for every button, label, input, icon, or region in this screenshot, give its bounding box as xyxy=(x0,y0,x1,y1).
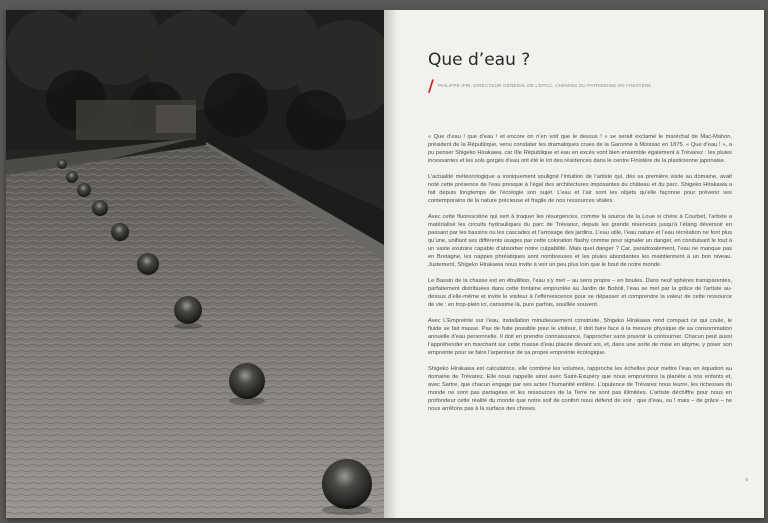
accent-slash: / xyxy=(428,76,434,95)
page-title: Que d’eau ? xyxy=(428,50,531,70)
article-body xyxy=(428,133,732,421)
fountain-photograph xyxy=(6,10,384,518)
paragraph: Avec cette fluorescéine qui sert à traquer les résurgences, comme la source de la Loue si chère à Courbet, l’artiste a matérialisé les circuits hydrauliques du parc de Trévarez, depuis les grands réservoirs jusqu’à l’étang déversoir en passant par les bassins ou les cascades et l’arrosage des jardins. L’eau utile, l’eau nature et l’eau récréation ne font plus qu’une, unifiant ses différents usages par cette coloration flashy comme pour signaler un danger, en conduisant le tout à un vaste exutoire capable d’absorber notre culpabilité. Mais quel danger ? Car, paradoxalement, l’eau ne manque pas en Bretagne, les nappes phréatiques sont nombreuses et les pluies abondantes les maintiennent à un bon niveau. Justement, Shigeko Hirakawa nous invite à voir un peu plus loin que le bout de notre monde. xyxy=(428,214,732,268)
paragraph: Le Bassin de la chasse est en ébullition, l’eau s’y met – au sens propre – en boules. Dans neuf sphères transparentes, parfaitement distribuées dans cette fontaine empruntée au Jardin de Boboli, l’eau se met par la grâce de l’artiste au-dessus d’elle-même et invite le visiteur à l’effervescence pour se dépasser et comprendre la valeur de cette ressource de vie : en trop-plein ici, carissime là, pure parfois, souillée souvent. xyxy=(428,278,732,308)
page-gutter xyxy=(384,10,398,518)
paragraph: « Que d’eau ! que d’eau ! et encore on n’en voit que le dessus ! » se serait exclamé le maréchal de Mac-Mahon, président de la République, venu constater les dramatiques crues de la Garonne à Moissac en 1875. « Que d’eau ! », a pu penser Shigeko Hirakawa, car IIIe République et eau en excès vont bien ensemble également à Trévarez : les pluies incessantes et les sols gorgés d’eau ont été le lot des résidences dans le centre Finistère de la plasticienne japonaise. xyxy=(428,134,732,164)
photo-page xyxy=(6,10,384,518)
paragraph: Avec L’Empreinte sur l’eau, installation minutieusement construite, Shigeko Hirakawa rend compact ce qui coule, le fluide se fait masse. Pas de fuite possible pour le visiteur, il doit faire face à la mesure physique de sa consommation annuelle d’eau personnelle. Il doit en prendre connaissance, l’approcher sans pouvoir la contourner. Chacun peut aussi l’appréhender en marchant sur cette masse d’eau placée devant soi, et, dans une sorte de mise en abyme, y poser son empreinte pour se faire l’arpenteur de sa propre empreinte écologique. xyxy=(428,318,732,356)
author-byline: PHILIPPE IFRI, DIRECTEUR GÉNÉRAL DE L’EPCC, CHEMINS DU PATRIMOINE EN FINISTÈRE xyxy=(438,83,652,88)
book-spread xyxy=(6,10,764,518)
text-page xyxy=(384,10,764,518)
paragraph: L’actualité météorologique a ironiquement souligné l’intuition de l’artiste qui, dès sa première visite au domaine, avait noté cette présence de l’eau presque à l’égal des architectures imposantes du château et du parc. Shigeko Hirakawa a fait depuis longtemps de l’écologie son sujet. L’eau et l’air sont les objets qu’elle façonne pour prévenir ses contemporains de la nature précieuse et fragile de nos ressources vitales. xyxy=(428,174,732,204)
paragraph: Shigeko Hirakawa est calculatrice, elle combine les volumes, rapproche les échelles pour mettre l’eau en équation au domaine de Trévarez. Elle nous rappelle ainsi avec Saint-Exupéry que nous empruntons la planète à nos enfants et, avec Sartre, que chacun engage par ses actes l’humanité entière. L’opulence de Trévarez nous leurre, les richesses du monde ne sont pas partagées et les ressources de la Terre ne sont pas illimitées. L’artiste déchiffre pour nous en profondeur cette réalité du monde que notre soif de confort nous défend de voir : que d’eau, ou ! mais – de grâce – ne nous arrêtons pas à la surface des choses. xyxy=(428,366,732,412)
page-number: 5 xyxy=(745,477,748,482)
